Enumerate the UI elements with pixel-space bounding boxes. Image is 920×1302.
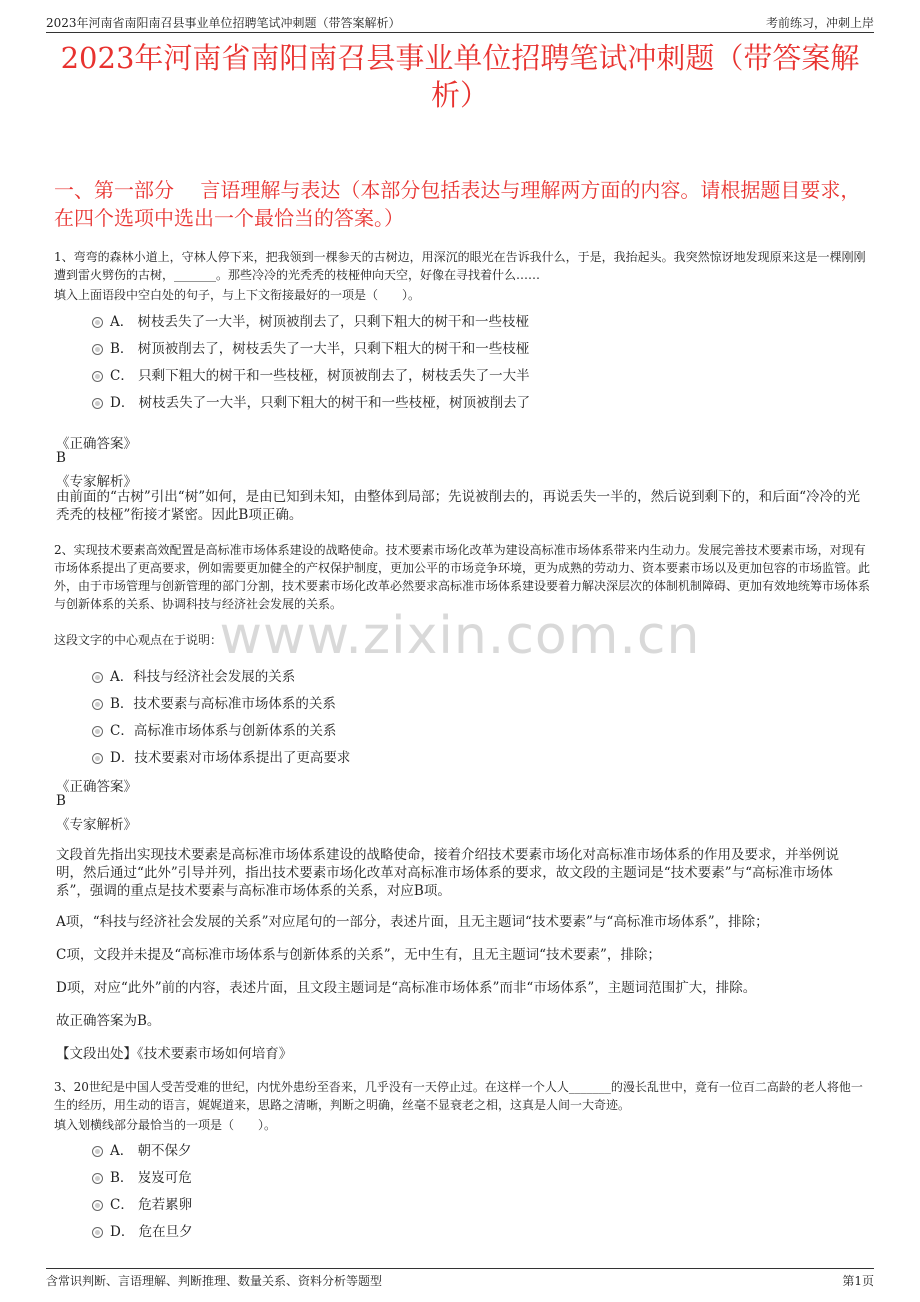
question-1-prompt: 填入上面语段中空白处的句子，与上下文衔接最好的一项是（ ）。	[54, 288, 421, 302]
question-2-analysis-c: C项，文段并未提及“高标准市场体系与创新体系的关系”，无中生有，且无主题词“技术要素”，排除；	[56, 947, 661, 963]
radio-icon[interactable]	[92, 1200, 103, 1211]
page-number: 第1页	[842, 1274, 874, 1288]
option-text: D． 树枝丢失了一大半，只剩下粗大的树干和一些枝桠，树顶被削去了	[110, 395, 531, 411]
header-doc-title: 2023年河南省南阳南召县事业单位招聘笔试冲刺题（带答案解析）	[46, 16, 401, 30]
question-1-analysis-label: 《专家解析》	[56, 474, 137, 490]
radio-icon[interactable]	[92, 1146, 103, 1157]
question-2-option-c[interactable]	[92, 719, 336, 739]
option-text: B． 岌岌可危	[110, 1170, 192, 1186]
radio-icon[interactable]	[92, 371, 103, 382]
question-2-option-d[interactable]	[92, 746, 350, 766]
question-2-option-a[interactable]	[92, 665, 295, 685]
radio-icon[interactable]	[92, 398, 103, 409]
question-1-analysis: 由前面的“古树”引出“树”如何，是由已知到未知，由整体到局部；先说被削去的，再说丢失一半的，然后说到剩下的，和后面“冷冷的光秃秃的枝桠”衔接才紧密。因此B项正确。	[56, 489, 861, 523]
question-2-stem: 2、实现技术要素高效配置是高标准市场体系建设的战略使命。技术要素市场化改革为建设高标准市场体系带来内生动力。发展完善技术要素市场，对现有市场体系提出了更高要求，例如需要更加健全的产权保护制度，更加公平的市场竞争环境，更为成熟的劳动力、资本要素市场以及更加包容的市场监管。此外，由于市场管理与创新管理的部门分割，技术要素市场化改革必然要求高标准市场体系建设要着力解决深层次的体制机制障碍、更加有效地统筹市场体系与创新体系的关系、协调科技与经济社会发展的关系。	[54, 543, 871, 611]
question-3-option-d[interactable]	[92, 1220, 193, 1240]
option-text: C．高标准市场体系与创新体系的关系	[110, 723, 337, 739]
question-1-stem: 1、弯弯的森林小道上，守林人停下来，把我领到一棵参天的古树边，用深沉的眼光在告诉我什么，于是，我抬起头。我突然惊讶地发现原来这是一棵刚刚遭到雷火劈伤的古树，_______。那些冷冷的光秃秃的枝桠伸向天空，好像在寻找着什么……	[54, 250, 866, 282]
question-2-analysis-main: 文段首先指出实现技术要素是高标准市场体系建设的战略使命，接着介绍技术要素市场化对高标准市场体系的作用及要求，并举例说明，然后通过“此外”引导并列，指出技术要素市场化改革对高标准市场体系的要求，故文段的主题词是“技术要素”与“高标准市场体系”，强调的重点是技术要素与高标准市场体系的关系，对应B项。	[56, 847, 839, 899]
question-2-analysis-label: 《专家解析》	[56, 817, 137, 833]
question-2-option-b[interactable]	[92, 692, 336, 712]
option-text: D．技术要素对市场体系提出了更高要求	[110, 750, 351, 766]
watermark: www.zixin.com.cn	[219, 606, 701, 666]
question-1-option-c[interactable]	[92, 364, 530, 384]
option-text: C． 危若累卵	[110, 1197, 193, 1213]
radio-icon[interactable]	[92, 344, 103, 355]
question-2-analysis-a: A项，“科技与经济社会发展的关系”对应尾句的一部分，表述片面，且无主题词“技术要素”与“高标准市场体系”，排除；	[56, 914, 769, 930]
question-3-option-a[interactable]	[92, 1139, 192, 1159]
page-header	[46, 12, 874, 33]
footer-description: 含常识判断、言语理解、判断推理、数量关系、资料分析等题型	[46, 1274, 383, 1288]
radio-icon[interactable]	[92, 672, 103, 683]
option-text: D． 危在旦夕	[110, 1224, 193, 1240]
option-text: B． 树顶被削去了，树枝丢失了一大半，只剩下粗大的树干和一些枝桠	[110, 341, 530, 357]
question-3-stem: 3、20世纪是中国人受苦受难的世纪，内忧外患纷至沓来，几乎没有一天停止过。在这样一个人人_______的漫长乱世中，竟有一位百二高龄的老人将他一生的经历，用生动的语言，娓娓道来，思路之清晰，判断之明确，丝毫不显衰老之相，这真是人间一大奇迹。	[54, 1080, 863, 1112]
question-1-answer: B	[56, 450, 66, 466]
page-footer	[46, 1268, 874, 1289]
option-text: C． 只剩下粗大的树干和一些枝桠，树顶被削去了，树枝丢失了一大半	[110, 368, 530, 384]
radio-icon[interactable]	[92, 753, 103, 764]
radio-icon[interactable]	[92, 1227, 103, 1238]
section-heading: 一、第一部分 言语理解与表达（本部分包括表达与理解两方面的内容。请根据题目要求，在四个选项中选出一个最恰当的答案。）	[54, 178, 861, 230]
question-1-option-b[interactable]	[92, 337, 529, 357]
question-1-option-a[interactable]	[92, 310, 529, 330]
option-text: B．技术要素与高标准市场体系的关系	[110, 696, 336, 712]
option-text: A． 树枝丢失了一大半，树顶被削去了，只剩下粗大的树干和一些枝桠	[110, 314, 530, 330]
radio-icon[interactable]	[92, 1173, 103, 1184]
radio-icon[interactable]	[92, 699, 103, 710]
question-2-analysis-d: D项，对应“此外”前的内容，表述片面，且文段主题词是“高标准市场体系”而非“市场体系”，主题词范围扩大，排除。	[56, 980, 757, 996]
question-2-answer: B	[56, 793, 66, 809]
question-1-option-d[interactable]	[92, 391, 530, 411]
radio-icon[interactable]	[92, 317, 103, 328]
question-2-conclusion: 故正确答案为B。	[56, 1013, 161, 1029]
document-title: 2023年河南省南阳南召县事业单位招聘笔试冲刺题（带答案解析）	[60, 41, 860, 112]
option-text: A．科技与经济社会发展的关系	[110, 669, 296, 685]
question-2-prompt: 这段文字的中心观点在于说明：	[54, 633, 223, 647]
question-2-answer-label: 《正确答案》	[56, 779, 137, 795]
radio-icon[interactable]	[92, 726, 103, 737]
question-3-prompt: 填入划横线部分最恰当的一项是（ ）。	[54, 1118, 277, 1132]
question-3-option-c[interactable]	[92, 1193, 192, 1213]
question-3-option-b[interactable]	[92, 1166, 192, 1186]
question-2-source: 【文段出处】《技术要素市场如何培育》	[56, 1046, 293, 1062]
option-text: A． 朝不保夕	[110, 1143, 192, 1159]
question-1-answer-label: 《正确答案》	[56, 436, 137, 452]
header-slogan: 考前练习，冲刺上岸	[765, 16, 874, 30]
